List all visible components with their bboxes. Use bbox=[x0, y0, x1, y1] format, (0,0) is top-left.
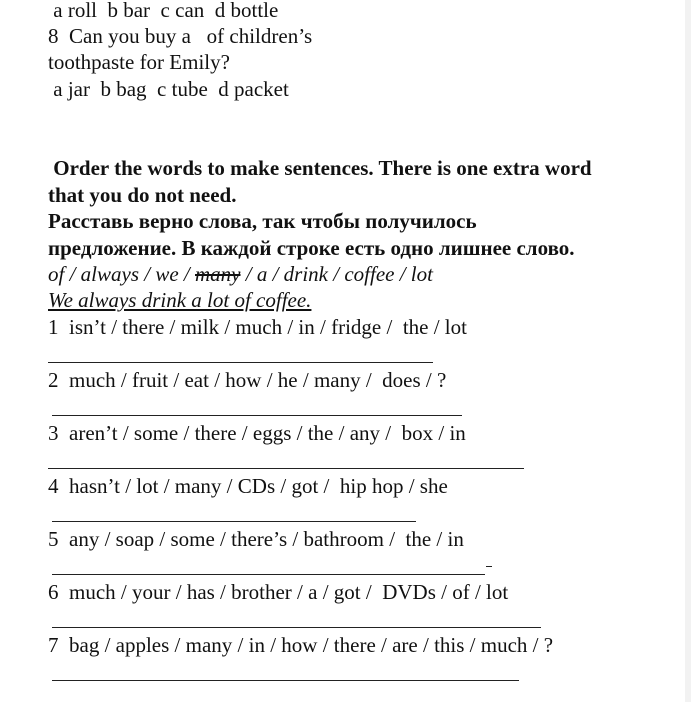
q8-options: a jar b bag c tube d packet bbox=[48, 77, 289, 101]
instruction-en-1: Order the words to make sentences. There is one extra word bbox=[48, 156, 592, 180]
answer-line-3[interactable] bbox=[48, 468, 524, 469]
example-answer: We always drink a lot of coffee. bbox=[48, 288, 312, 312]
instruction-ru-2: предложение. В каждой строке есть одно лишнее слово. bbox=[48, 236, 575, 260]
answer-line-2[interactable] bbox=[52, 415, 462, 416]
q8-line-2: toothpaste for Emily? bbox=[48, 50, 230, 74]
example-after: / a / drink / coffee / lot bbox=[240, 262, 433, 286]
answer-line-7[interactable] bbox=[52, 680, 519, 681]
page-edge bbox=[685, 0, 691, 702]
item-3: 3 aren’t / some / there / eggs / the / any / box / in bbox=[48, 421, 466, 445]
instruction-ru-1: Расставь верно слова, так чтобы получилось bbox=[48, 209, 477, 233]
item-2: 2 much / fruit / eat / how / he / many / does / ? bbox=[48, 368, 447, 392]
answer-line-5[interactable] bbox=[52, 574, 485, 575]
item-4: 4 hasn’t / lot / many / CDs / got / hip hop / she bbox=[48, 474, 448, 498]
item-1: 1 isn’t / there / milk / much / in / fridge / the / lot bbox=[48, 315, 467, 339]
answer-line-1[interactable] bbox=[48, 362, 433, 363]
example-before: of / always / we / bbox=[48, 262, 195, 286]
item-7: 7 bag / apples / many / in / how / there / are / this / much / ? bbox=[48, 633, 554, 657]
item-5: 5 any / soap / some / there’s / bathroom / the / in bbox=[48, 527, 464, 551]
item-6: 6 much / your / has / brother / a / got / DVDs / of / lot bbox=[48, 580, 509, 604]
q8-line-1: 8 Can you buy a of children’s bbox=[48, 24, 313, 48]
example-struck-word: many bbox=[195, 262, 241, 286]
answer-line-4[interactable] bbox=[52, 521, 416, 522]
q7-options: a roll b bar c can d bottle bbox=[48, 0, 279, 22]
instruction-en-2: that you do not need. bbox=[48, 183, 237, 207]
example-words bbox=[48, 261, 433, 287]
answer-line-6[interactable] bbox=[52, 627, 541, 628]
hyphen-mark bbox=[486, 566, 492, 567]
